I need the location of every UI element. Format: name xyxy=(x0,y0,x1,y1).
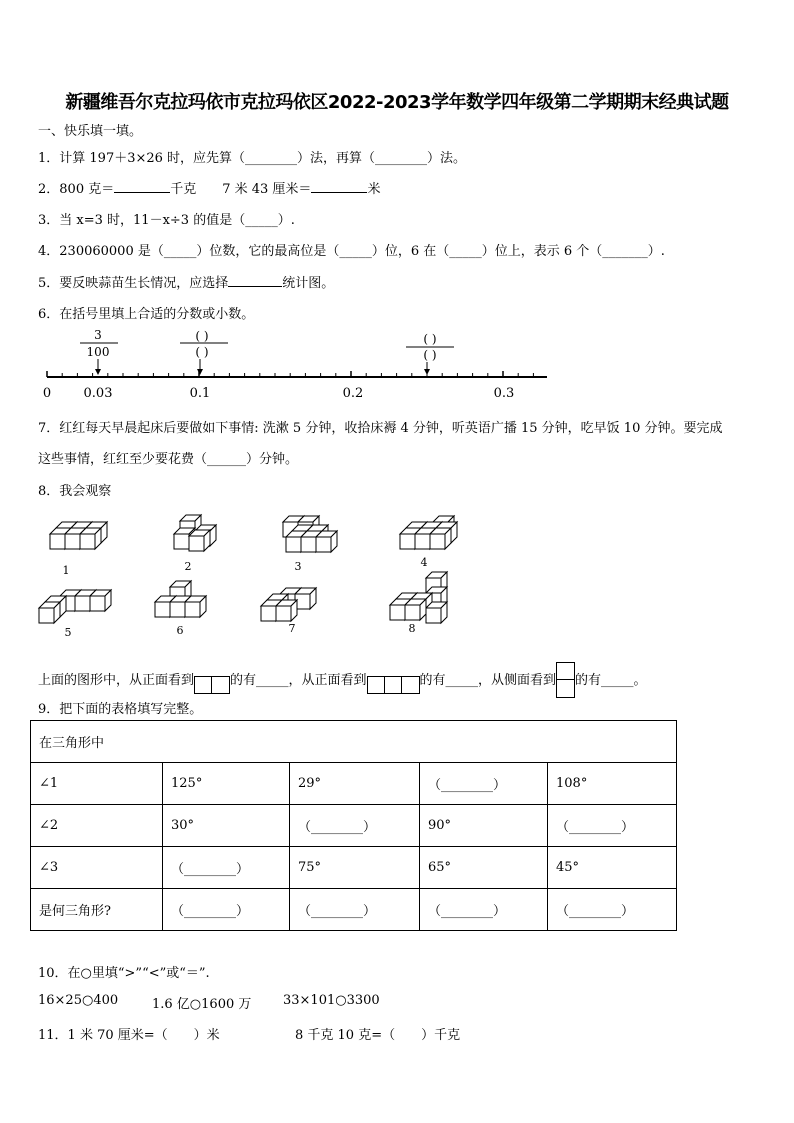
figure-label-4: 4 xyxy=(420,556,428,569)
table-cell: 90° xyxy=(420,805,548,847)
q5-blank[interactable] xyxy=(228,273,282,287)
question-2 xyxy=(38,178,380,197)
q10-item-3: 33×101○3300 xyxy=(283,993,380,1008)
table-cell: ∠2 xyxy=(31,805,163,847)
cube-figure-1 xyxy=(50,522,107,549)
fraction-numerator: 3 xyxy=(94,328,102,342)
q10-item-2: 1.6 亿○1600 万 xyxy=(152,997,252,1012)
table-row xyxy=(31,847,677,889)
table-cell: 29° xyxy=(290,763,420,805)
table-cell: 75° xyxy=(290,847,420,889)
figure-label-8: 8 xyxy=(408,622,416,635)
arrowhead-2 xyxy=(197,369,203,375)
tick-label-03: 0.3 xyxy=(493,386,515,401)
table-cell: 45° xyxy=(548,847,677,889)
question-7-line-2: 这些事情，红红至少要花费（______）分钟。 xyxy=(38,452,299,467)
tick-label-02: 0.2 xyxy=(342,386,364,401)
q2-blank-2[interactable] xyxy=(311,179,367,193)
angle-table xyxy=(30,720,677,931)
question-11-part-b: 8 千克 10 克=（ ）千克 xyxy=(295,1028,461,1043)
question-11-part-a: 11．1 米 70 厘米=（ ）米 xyxy=(38,1028,220,1043)
table-cell-blank[interactable]: （________） xyxy=(290,889,420,931)
table-cell: 108° xyxy=(548,763,677,805)
figure-label-7: 7 xyxy=(288,622,296,635)
table-cell: 125° xyxy=(163,763,290,805)
tick-label-0: 0 xyxy=(42,386,52,401)
table-cell-blank[interactable]: （________） xyxy=(163,889,290,931)
figure-label-2: 2 xyxy=(184,560,192,573)
table-row xyxy=(31,805,677,847)
q8-text-4: 的有_____。 xyxy=(575,673,647,688)
question-5 xyxy=(38,272,334,291)
q2-part-c: 米 xyxy=(367,182,381,197)
tick-label-003: 0.03 xyxy=(83,386,113,401)
blank-paren-top-1: ( ) xyxy=(195,329,209,343)
table-cell: 65° xyxy=(420,847,548,889)
figure-label-5: 5 xyxy=(64,626,72,639)
cube-figure-6 xyxy=(155,581,206,617)
q5-part-b: 统计图。 xyxy=(282,276,335,291)
question-1: 1．计算 197＋3×26 时，应先算（________）法，再算（________）法。 xyxy=(38,151,467,166)
question-10: 10．在○里填“>”“<”或“＝”. xyxy=(38,966,210,981)
number-line-figure xyxy=(30,325,560,405)
cube-figure-7 xyxy=(261,588,316,621)
fraction-label xyxy=(80,328,118,359)
q8-text-1: 上面的图形中，从正面看到 xyxy=(38,673,195,688)
table-row xyxy=(31,889,677,931)
table-header: 在三角形中 xyxy=(31,721,677,763)
table-header-row xyxy=(31,721,677,763)
q5-part-a: 5．要反映蒜苗生长情况，应选择 xyxy=(38,276,229,291)
question-8: 8．我会观察 xyxy=(38,484,112,499)
view-box-three-squares xyxy=(367,676,420,694)
table-cell-blank[interactable]: （________） xyxy=(420,763,548,805)
table-cell-blank[interactable]: （________） xyxy=(420,889,548,931)
cube-figures xyxy=(30,510,470,640)
section-heading: 一、快乐填一填。 xyxy=(38,124,143,139)
table-cell-blank[interactable]: （________） xyxy=(290,805,420,847)
question-6: 6．在括号里填上合适的分数或小数。 xyxy=(38,307,255,322)
table-cell-blank[interactable]: （________） xyxy=(548,805,677,847)
question-4: 4．230060000 是（_____）位数，它的最高位是（_____）位，6 在（_____）位上，表示 6 个（_______）. xyxy=(38,244,665,259)
cube-figure-3 xyxy=(283,516,337,552)
q8-text-3: 的有_____，从侧面看到 xyxy=(419,673,557,688)
q2-part-b: 千克 7 米 43 厘米＝ xyxy=(170,182,312,197)
fraction-denominator: 100 xyxy=(86,345,110,359)
table-row xyxy=(31,763,677,805)
cube-figure-4 xyxy=(400,516,457,549)
tick-label-01: 0.1 xyxy=(189,386,211,401)
arrowhead-1 xyxy=(95,369,101,375)
table-cell-blank[interactable]: （________） xyxy=(163,847,290,889)
table-cell: 30° xyxy=(163,805,290,847)
table-cell: ∠1 xyxy=(31,763,163,805)
view-box-two-squares xyxy=(194,676,230,694)
table-cell: 是何三角形? xyxy=(31,889,163,931)
cube-figure-2 xyxy=(174,515,216,551)
blank-paren-bottom-2: ( ) xyxy=(423,348,437,362)
blank-fraction-2[interactable] xyxy=(406,332,454,362)
figure-label-1: 1 xyxy=(62,564,70,577)
table-cell-blank[interactable]: （________） xyxy=(548,889,677,931)
cube-figure-8 xyxy=(390,572,447,623)
question-3: 3．当 x=3 时，11－x÷3 的值是（_____）. xyxy=(38,213,295,228)
page-title: 新疆维吾尔克拉玛依市克拉玛依区2022-2023学年数学四年级第二学期期末经典试题 xyxy=(65,92,729,113)
q2-blank-1[interactable] xyxy=(114,179,170,193)
question-7-line-1: 7．红红每天早晨起床后要做如下事情: 洗漱 5 分钟，收拾床褥 4 分钟，听英语广播 15 分钟，吃早饭 10 分钟。要完成 xyxy=(38,421,723,436)
blank-paren-top-2: ( ) xyxy=(423,332,437,346)
cube-figure-5 xyxy=(39,590,111,623)
figure-label-6: 6 xyxy=(176,624,184,637)
blank-paren-bottom-1: ( ) xyxy=(195,345,209,359)
q2-part-a: 2．800 克＝ xyxy=(38,182,115,197)
question-8-answer xyxy=(38,662,647,698)
figure-label-3: 3 xyxy=(294,560,302,573)
view-box-vertical xyxy=(556,662,575,698)
q10-item-1: 16×25○400 xyxy=(38,993,119,1008)
q8-text-2: 的有_____，从正面看到 xyxy=(230,673,367,688)
question-9: 9．把下面的表格填写完整。 xyxy=(38,702,203,717)
table-cell: ∠3 xyxy=(31,847,163,889)
blank-fraction-1[interactable] xyxy=(180,329,228,359)
